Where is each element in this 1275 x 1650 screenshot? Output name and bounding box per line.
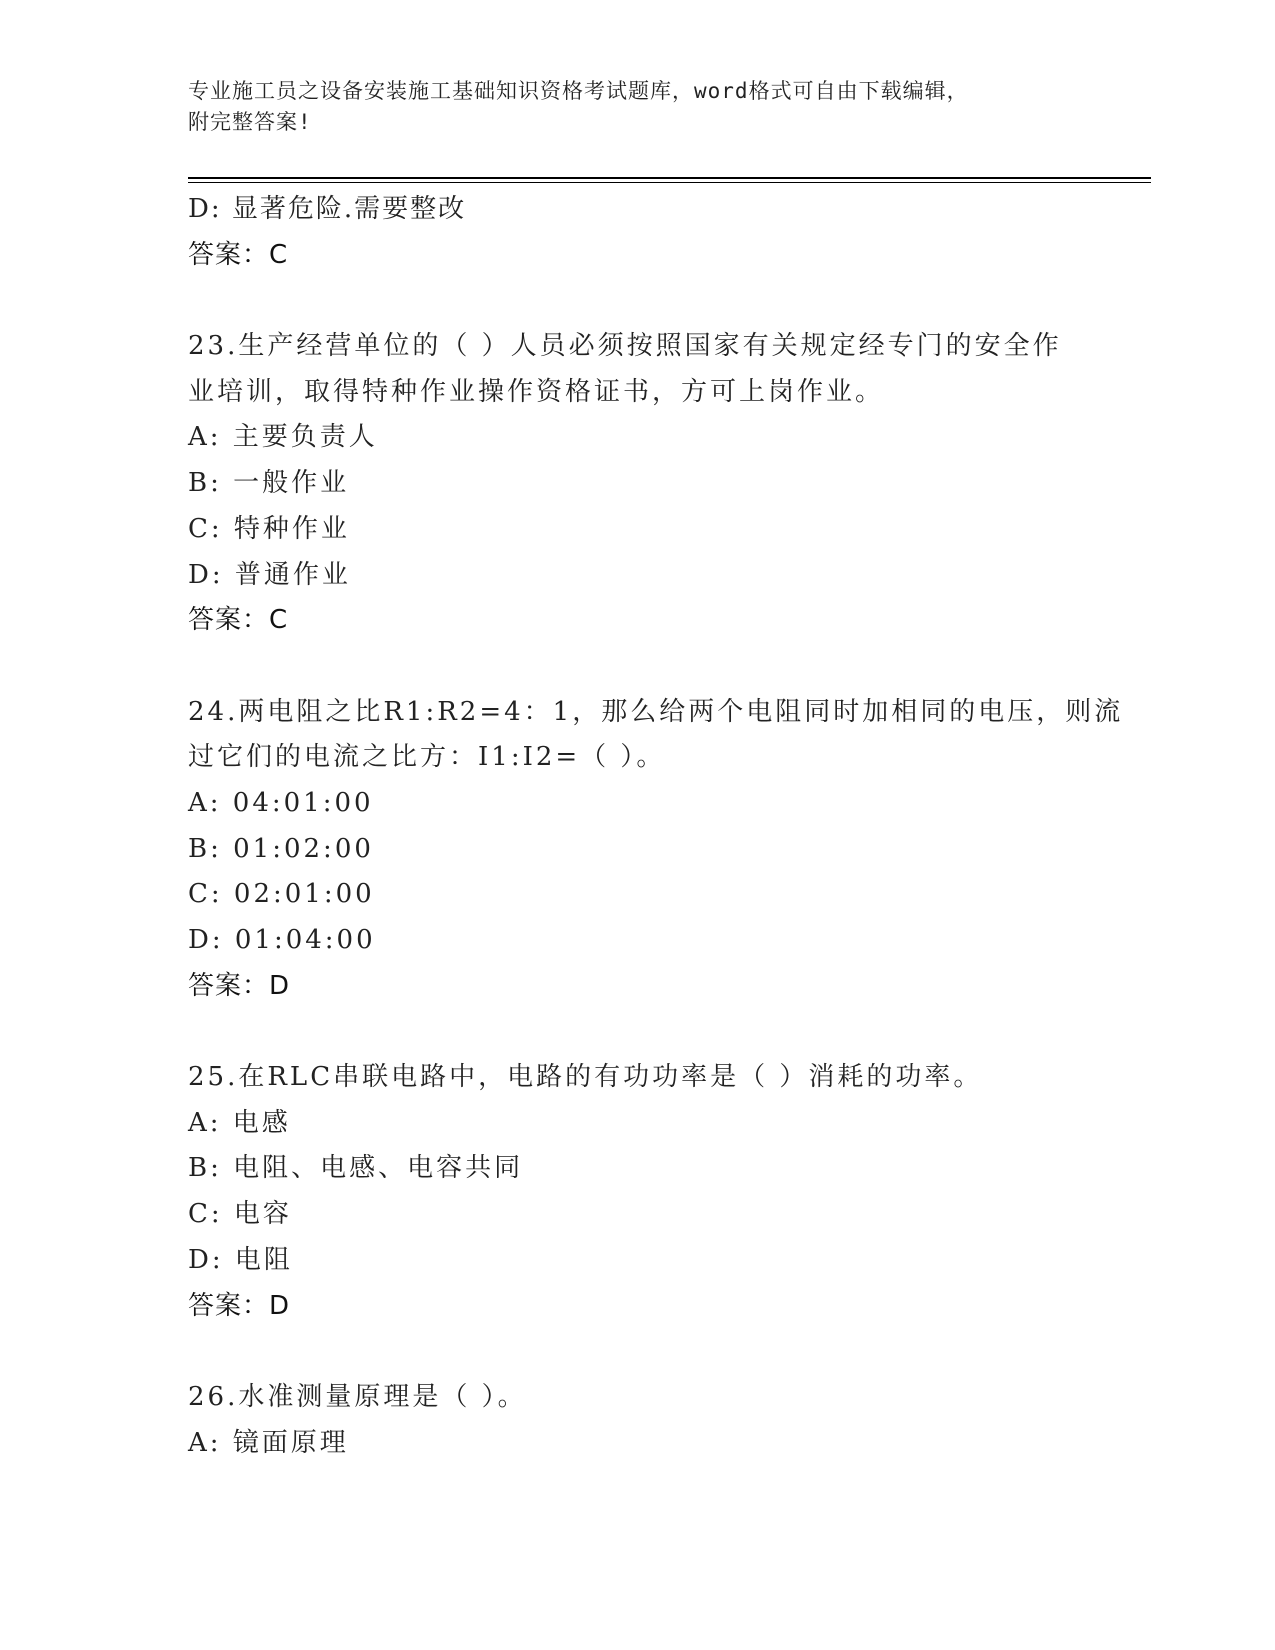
header-line-1: 专业施工员之设备安装施工基础知识资格考试题库，word格式可自由下载编辑， <box>188 79 969 103</box>
option-d: D: 01:04:00 <box>188 925 376 955</box>
option-d: D: 普通作业 <box>188 559 351 590</box>
spacer <box>188 1329 1088 1375</box>
question-stem: 23.生产经营单位的（ ）人员必须按照国家有关规定经专门的安全作 <box>188 331 1062 362</box>
question-list <box>188 187 1124 1466</box>
question-25 <box>188 1055 1088 1329</box>
option-d: D: 电阻 <box>188 1244 293 1275</box>
option-b: B: 01:02:00 <box>188 833 374 864</box>
answer-line: 答案：D <box>188 970 291 1001</box>
question-stem: 26.水准测量原理是（ ）。 <box>188 1381 527 1412</box>
answer-line: 答案：D <box>188 1290 291 1321</box>
option-b: B: 电阻、电感、电容共同 <box>188 1153 524 1184</box>
option-b: B: 一般作业 <box>188 468 350 499</box>
question-23 <box>188 324 1088 644</box>
option-d: D: 显著危险.需要整改 <box>188 194 467 224</box>
question-24 <box>188 690 1124 1010</box>
spacer <box>188 278 1088 324</box>
spacer <box>188 1009 1088 1055</box>
question-stem-continued: 过它们的电流之比方：I1:I2=（ ）。 <box>188 742 666 773</box>
option-a: A: 主要负责人 <box>188 422 378 453</box>
option-c: C: 电容 <box>188 1199 292 1230</box>
header-divider-thin <box>188 182 1151 183</box>
document-header <box>188 76 1068 138</box>
header-line-2: 附完整答案! <box>188 110 312 134</box>
option-a: A: 04:01:00 <box>188 787 374 818</box>
option-a: A: 镜面原理 <box>188 1427 349 1458</box>
question-stem: 24.两电阻之比R1:R2=4：1，那么给两个电阻同时加相同的电压，则流 <box>188 696 1124 727</box>
question-stem-continued: 业培训，取得特种作业操作资格证书，方可上岗作业。 <box>188 376 885 407</box>
option-c: C: 特种作业 <box>188 513 350 544</box>
answer-line: 答案：C <box>188 605 289 636</box>
header-divider-thick <box>188 177 1151 179</box>
spacer <box>188 644 1088 690</box>
option-a: A: 电感 <box>188 1107 291 1138</box>
question-26 <box>188 1375 1088 1466</box>
continued-question <box>188 187 1088 278</box>
question-stem: 25.在RLC串联电路中，电路的有功功率是（ ）消耗的功率。 <box>188 1062 983 1093</box>
option-c: C: 02:01:00 <box>188 879 375 910</box>
answer-line: 答案：C <box>188 239 289 270</box>
